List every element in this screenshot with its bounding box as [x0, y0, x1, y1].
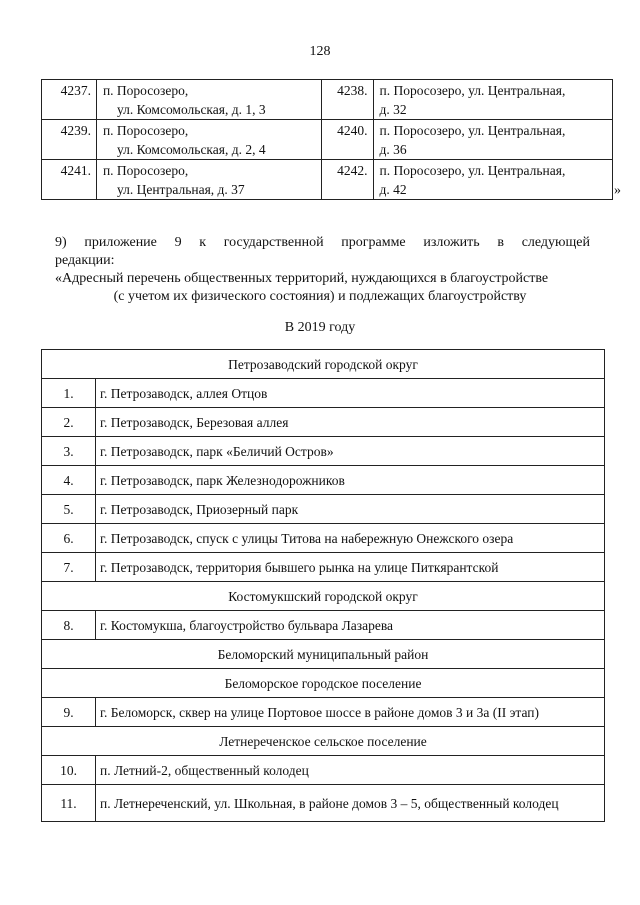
row-number: 4240.: [321, 120, 373, 160]
section-header: Беломорское городское поселение: [42, 669, 605, 698]
address-cell: п. Поросозеро, ул. Комсомольская, д. 2, 4: [96, 120, 321, 160]
table-row: [42, 524, 605, 553]
paragraph-line: (с учетом их физического состояния) и подлежащих благоустройству: [113, 289, 527, 304]
table-row: [42, 611, 605, 640]
table-row: [42, 785, 605, 822]
address-table: [41, 79, 613, 200]
table-row: [42, 437, 605, 466]
item-number: 10.: [42, 756, 96, 785]
table-row: [42, 379, 605, 408]
row-number: 4242.: [321, 160, 373, 200]
item-number: 8.: [42, 611, 96, 640]
section-header-row: [42, 582, 605, 611]
table-row: [42, 466, 605, 495]
item-text: г. Костомукша, благоустройство бульвара Лазарева: [96, 611, 605, 640]
table-row: [42, 408, 605, 437]
section-header: Костомукшский городской округ: [42, 582, 605, 611]
item-number: 9.: [42, 698, 96, 727]
closing-quote: »: [614, 183, 621, 198]
address-cell: п. Поросозеро, ул. Центральная, д. 37: [96, 160, 321, 200]
table-row: [42, 698, 605, 727]
item-text: г. Петрозаводск, спуск с улицы Титова на набережную Онежского озера: [96, 524, 605, 553]
table-row: [42, 80, 613, 120]
item-number: 4.: [42, 466, 96, 495]
section-header-row: [42, 669, 605, 698]
item-text: г. Петрозаводск, аллея Отцов: [96, 379, 605, 408]
item-text: г. Петрозаводск, территория бывшего рынка на улице Питкярантской: [96, 553, 605, 582]
item-text: г. Беломорск, сквер на улице Портовое шоссе в районе домов 3 и 3а (II этап): [96, 698, 605, 727]
section-header: Летнереченское сельское поселение: [42, 727, 605, 756]
section-header: Беломорский муниципальный район: [42, 640, 605, 669]
table-row: [42, 756, 605, 785]
row-number: 4238.: [321, 80, 373, 120]
territory-table: [41, 349, 605, 822]
paragraph-line: 9) приложение 9 к государственной программе изложить в следующей: [55, 235, 590, 250]
section-header-row: [42, 640, 605, 669]
item-text: г. Петрозаводск, Березовая аллея: [96, 408, 605, 437]
table-row: [42, 553, 605, 582]
item-number: 6.: [42, 524, 96, 553]
year-heading: В 2019 году: [284, 320, 356, 335]
address-cell: п. Поросозеро, ул. Центральная, д. 36: [373, 120, 613, 160]
section-header-row: [42, 350, 605, 379]
item-number: 11.: [42, 785, 96, 822]
item-text: г. Петрозаводск, Приозерный парк: [96, 495, 605, 524]
address-cell: п. Поросозеро, ул. Комсомольская, д. 1, 3: [96, 80, 321, 120]
paragraph-line: редакции:: [55, 253, 115, 268]
table-row: [42, 120, 613, 160]
row-number: 4239.: [42, 120, 97, 160]
section-header: Петрозаводский городской округ: [42, 350, 605, 379]
item-text: г. Петрозаводск, парк «Беличий Остров»: [96, 437, 605, 466]
paragraph-line: «Адресный перечень общественных территорий, нуждающихся в благоустройстве: [55, 271, 549, 286]
item-number: 5.: [42, 495, 96, 524]
item-text: п. Летнереченский, ул. Школьная, в районе домов 3 – 5, общественный колодец: [96, 785, 605, 822]
item-text: п. Летний-2, общественный колодец: [96, 756, 605, 785]
address-cell: п. Поросозеро, ул. Центральная, д. 32: [373, 80, 613, 120]
item-number: 7.: [42, 553, 96, 582]
item-number: 2.: [42, 408, 96, 437]
item-number: 1.: [42, 379, 96, 408]
table-row: [42, 160, 613, 200]
page-number: 128: [309, 44, 331, 59]
section-header-row: [42, 727, 605, 756]
table-row: [42, 495, 605, 524]
item-text: г. Петрозаводск, парк Железнодорожников: [96, 466, 605, 495]
row-number: 4237.: [42, 80, 97, 120]
row-number: 4241.: [42, 160, 97, 200]
item-number: 3.: [42, 437, 96, 466]
address-cell: п. Поросозеро, ул. Центральная, д. 42: [373, 160, 613, 200]
